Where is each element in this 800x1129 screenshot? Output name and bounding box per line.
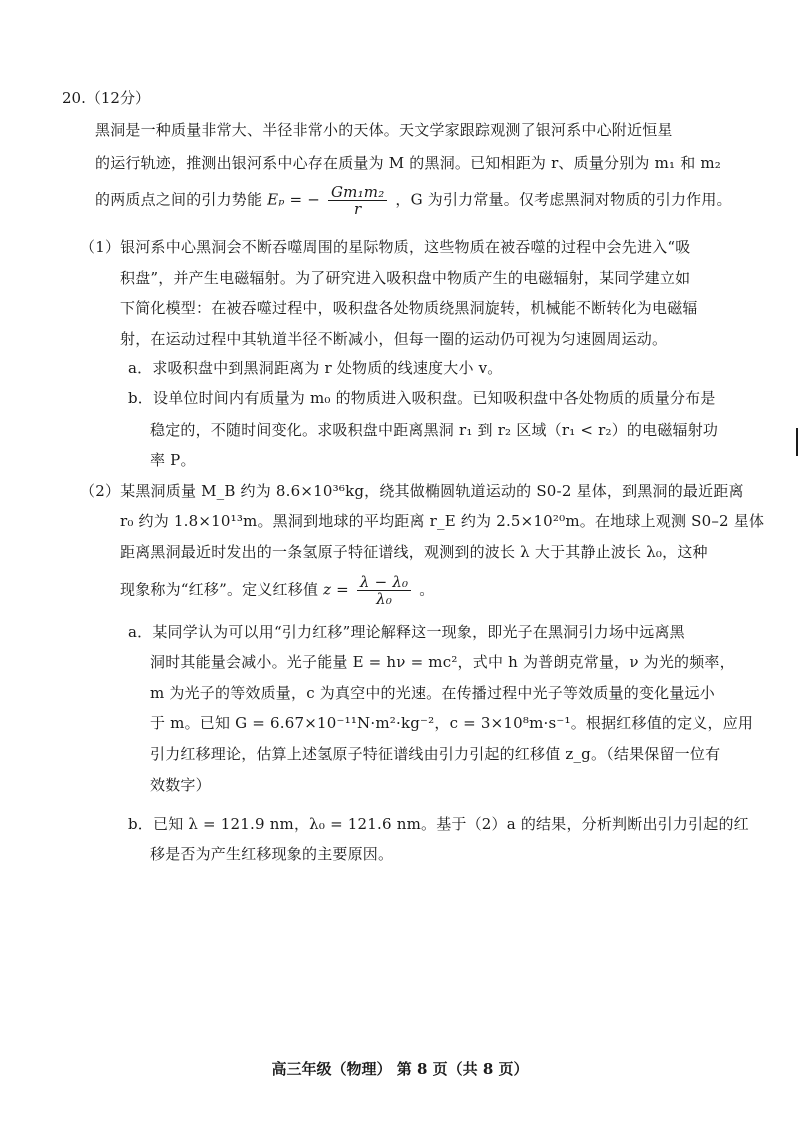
part2b-line-1: b．已知 λ = 121.9 nm，λ₀ = 121.6 nm。基于（2）a 的结果，分析判断出引力引起的红 [128, 815, 749, 833]
potential-energy-fraction [328, 184, 387, 217]
part1-line-4: 射，在运动过程中其轨道半径不断减小，但每一圈的运动仍可视为匀速圆周运动。 [120, 330, 668, 348]
part1-line-3: 下简化模型：在被吞噬过程中，吸积盘各处物质绕黑洞旋转，机械能不断转化为电磁辐 [120, 299, 698, 317]
redshift-denominator: λ₀ [376, 590, 393, 608]
potential-energy-lhs: Eₚ = − [267, 190, 320, 209]
part1-line-1: （1）银河系中心黑洞会不断吞噬周围的星际物质，这些物质在被吞噬的过程中会先进入“吸 [80, 238, 691, 256]
part2-line-3: 距离黑洞最近时发出的一条氢原子特征谱线，观测到的波长 λ 大于其静止波长 λ₀，这种 [120, 543, 708, 561]
part2a-line-6: 效数字） [150, 776, 211, 794]
intro-line-2: 的运行轨迹，推测出银河系中心存在质量为 M 的黑洞。已知相距为 r、质量分别为 m₁ 和 m₂ [95, 154, 722, 172]
potential-energy-numerator: Gm₁m₂ [328, 184, 387, 201]
part2-line-1: （2）某黑洞质量 M_B 约为 8.6×10³⁶kg，绕其做椭圆轨道运动的 S0-2 星体，到黑洞的最近距离 [80, 482, 744, 500]
redshift-numerator: λ − λ₀ [357, 574, 411, 591]
part2-line-4-text: 现象称为“红移”。定义红移值 [120, 580, 319, 599]
redshift-tail: 。 [419, 580, 435, 599]
part2-line-4 [120, 574, 434, 607]
intro-line-3-text: 的两质点之间的引力势能 [95, 190, 263, 209]
part2-line-2: r₀ 约为 1.8×10¹³m。黑洞到地球的平均距离 r_E 约为 2.5×10²⁰m。在地球上观测 S0–2 星体 [120, 512, 765, 530]
part2a-line-4: 于 m。已知 G = 6.67×10⁻¹¹N·m²·kg⁻²，c = 3×10⁸m·s⁻¹。根据红移值的定义，应用 [150, 714, 754, 732]
part2a-line-1: a．某同学认为可以用“引力红移”理论解释这一现象，即光子在黑洞引力场中远离黑 [128, 623, 685, 641]
part1a-line: a．求吸积盘中到黑洞距离为 r 处物质的线速度大小 v。 [128, 359, 503, 377]
redshift-lhs: z = [323, 580, 349, 599]
part2a-line-3: m 为光子的等效质量，c 为真空中的光速。在传播过程中光子等效质量的变化量远小 [150, 684, 715, 702]
question-number: 20.（12分） [62, 89, 150, 107]
part1b-line-2: 稳定的，不随时间变化。求吸积盘中距离黑洞 r₁ 到 r₂ 区域（r₁ < r₂）的电磁辐射功 [150, 421, 719, 439]
redshift-fraction [357, 574, 411, 607]
margin-mark [796, 428, 798, 456]
part2b-line-2: 移是否为产生红移现象的主要原因。 [150, 845, 394, 863]
part1b-line-1: b．设单位时间内有质量为 m₀ 的物质进入吸积盘。已知吸积盘中各处物质的质量分布是 [128, 389, 716, 407]
intro-line-1: 黑洞是一种质量非常大、半径非常小的天体。天文学家跟踪观测了银河系中心附近恒星 [95, 121, 673, 139]
part1-line-2: 积盘”，并产生电磁辐射。为了研究进入吸积盘中物质产生的电磁辐射，某同学建立如 [120, 269, 691, 287]
part1b-line-3: 率 P。 [150, 451, 196, 469]
intro-line-3 [95, 184, 732, 217]
intro-line-3-tail: ，G 为引力常量。仅考虑黑洞对物质的引力作用。 [395, 190, 732, 209]
part2a-line-5: 引力红移理论，估算上述氢原子特征谱线由引力引起的红移值 z_g。（结果保留一位有 [150, 745, 721, 763]
part2a-line-2: 洞时其能量会减小。光子能量 E = hν = mc²，式中 h 为普朗克常量，ν 为光的频率， [150, 653, 735, 671]
page-footer: 高三年级（物理） 第 8 页（共 8 页） [271, 1060, 529, 1078]
potential-energy-denominator: r [354, 200, 362, 218]
